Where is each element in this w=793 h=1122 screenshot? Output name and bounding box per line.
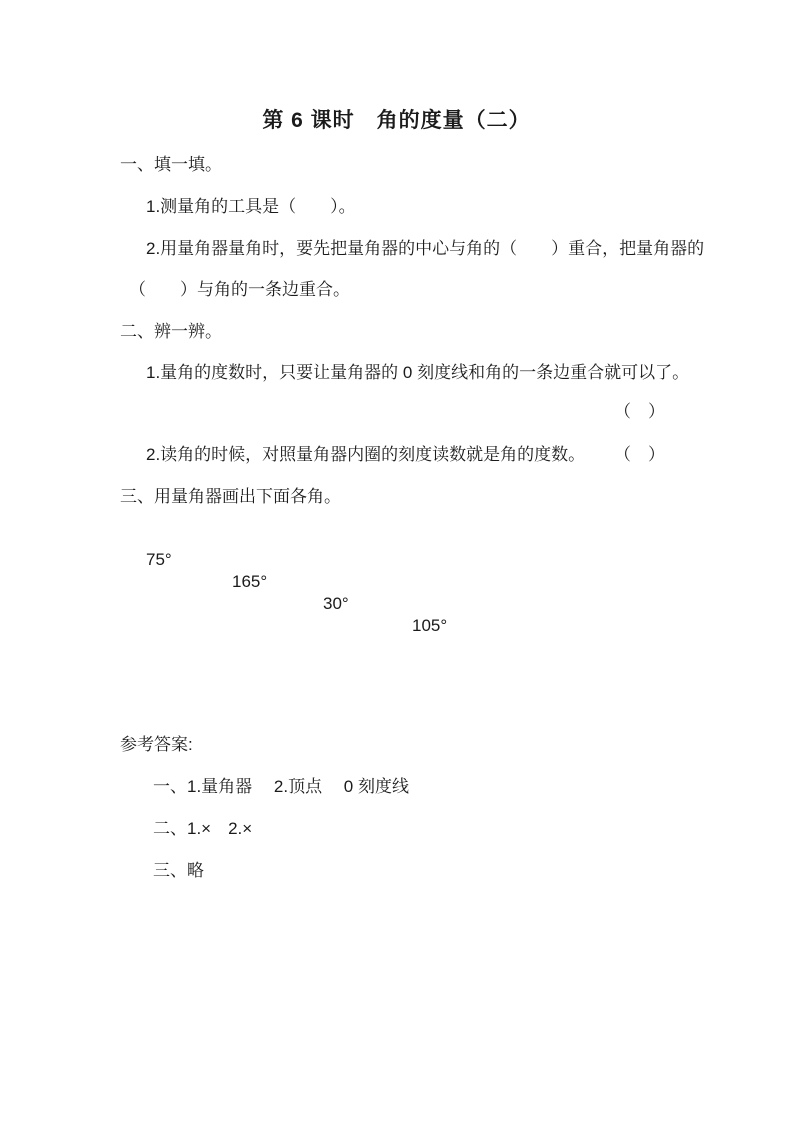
- answers-heading: 参考答案:: [120, 735, 193, 754]
- section-2-question-1: 1.量角的度数时，只要让量角器的 0 刻度线和角的一条边重合就可以了。: [146, 363, 690, 382]
- section-1-heading: 一、填一填。: [120, 155, 222, 174]
- section-3-heading: 三、用量角器画出下面各角。: [120, 487, 341, 506]
- angle-value-165: 165°: [232, 572, 268, 591]
- section-2-question-2: 2.读角的时候，对照量角器内圈的刻度读数就是角的度数。: [146, 445, 586, 464]
- answers-line-1: 一、1.量角器 2.顶点 0 刻度线: [153, 777, 409, 796]
- page-title: 第 6 课时 角的度量（二）: [262, 109, 531, 132]
- answers-line-2: 二、1.× 2.×: [153, 819, 253, 838]
- section-1-question-2-line-1: 2.用量角器量角时，要先把量角器的中心与角的（ ）重合，把量角器的: [146, 239, 705, 258]
- section-1-question-2-line-2: （ ）与角的一条边重合。: [129, 280, 350, 299]
- answers-line-3: 三、略: [153, 861, 204, 880]
- section-2-heading: 二、辨一辨。: [120, 322, 222, 341]
- section-2-question-1-answer-blank: （ ）: [614, 402, 665, 421]
- angle-value-30: 30°: [323, 594, 349, 613]
- angles-row: [0, 527, 793, 635]
- section-2-question-2-answer-blank: （ ）: [614, 445, 665, 464]
- section-1-question-1: 1.测量角的工具是（ ）。: [146, 197, 356, 216]
- angle-value-75: 75°: [146, 550, 172, 569]
- angle-value-105: 105°: [412, 616, 448, 635]
